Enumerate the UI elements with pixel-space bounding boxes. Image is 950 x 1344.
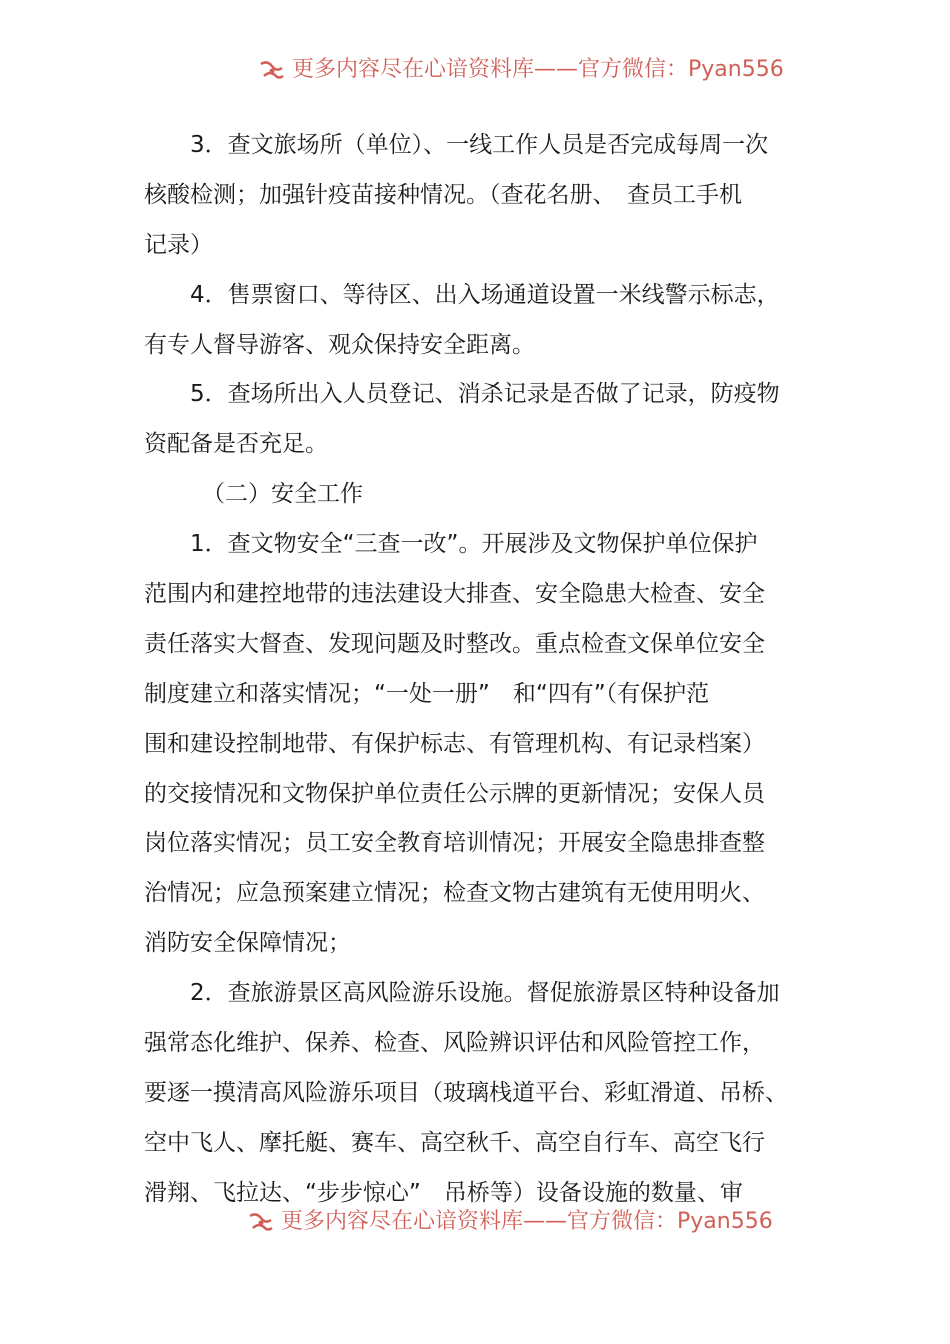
paragraph-line: 责任落实大督查、发现问题及时整改。重点检查文保单位安全 <box>144 630 765 657</box>
paragraph-line: 的交接情况和文物保护单位责任公示牌的更新情况；安保人员 <box>144 780 765 807</box>
paragraph-line: 围和建设控制地带、有保护标志、有管理机构、有记录档案） <box>144 730 765 757</box>
paragraph-line: 范围内和建控地带的违法建设大排查、安全隐患大检查、安全 <box>144 581 765 608</box>
paragraph-line: 3．查文旅场所（单位）、一线工作人员是否完成每周一次 <box>190 132 769 158</box>
paragraph-line: 资配备是否充足。 <box>144 431 328 458</box>
paragraph-line: 1．查文物安全“三查一改”。开展涉及文物保护单位保护 <box>190 531 758 558</box>
document-body <box>144 121 834 1219</box>
paragraph-line: 制度建立和落实情况；“一处一册” 和“四有”（有保护范 <box>144 680 710 707</box>
paragraph-line: 滑翔、飞拉达、“步步惊心” 吊桥等）设备设施的数量、审 <box>144 1179 743 1206</box>
paragraph-line: 记录） <box>144 231 213 258</box>
paragraph-line: 治情况；应急预案建立情况；检查文物古建筑有无使用明火、 <box>144 880 765 907</box>
paragraph-line: 消防安全保障情况； <box>144 930 351 957</box>
paragraph-line: 空中飞人、摩托艇、赛车、高空秋千、高空自行车、高空飞行 <box>144 1129 765 1156</box>
watermark-text: 更多内容尽在心谙资料库——官方微信：Pyan556 <box>292 57 784 82</box>
paragraph-line: 要逐一摸清高风险游乐项目（玻璃栈道平台、彩虹滑道、吊桥、 <box>144 1079 788 1106</box>
paragraph-line: 核酸检测；加强针疫苗接种情况。（查花名册、 查员工手机 <box>144 181 742 208</box>
watermark-text: 更多内容尽在心谙资料库——官方微信：Pyan556 <box>281 1209 773 1234</box>
watermark-bottom <box>0 1204 950 1240</box>
section-heading: （二）安全工作 <box>202 481 363 508</box>
watermark-logo-icon <box>258 58 286 82</box>
watermark-top <box>0 52 950 88</box>
paragraph-line: 强常态化维护、保养、检查、风险辨识评估和风险管控工作， <box>144 1030 765 1057</box>
paragraph-line: 有专人督导游客、观众保持安全距离。 <box>144 331 535 358</box>
paragraph-line: 2．查旅游景区高风险游乐设施。督促旅游景区特种设备加 <box>190 980 780 1007</box>
paragraph-line: 4．售票窗口、等待区、出入场通道设置一米线警示标志， <box>190 281 780 308</box>
paragraph-line: 岗位落实情况；员工安全教育培训情况；开展安全隐患排查整 <box>144 830 765 857</box>
watermark-logo-icon <box>247 1210 275 1234</box>
paragraph-line: 5．查场所出入人员登记、消杀记录是否做了记录，防疫物 <box>190 381 780 408</box>
